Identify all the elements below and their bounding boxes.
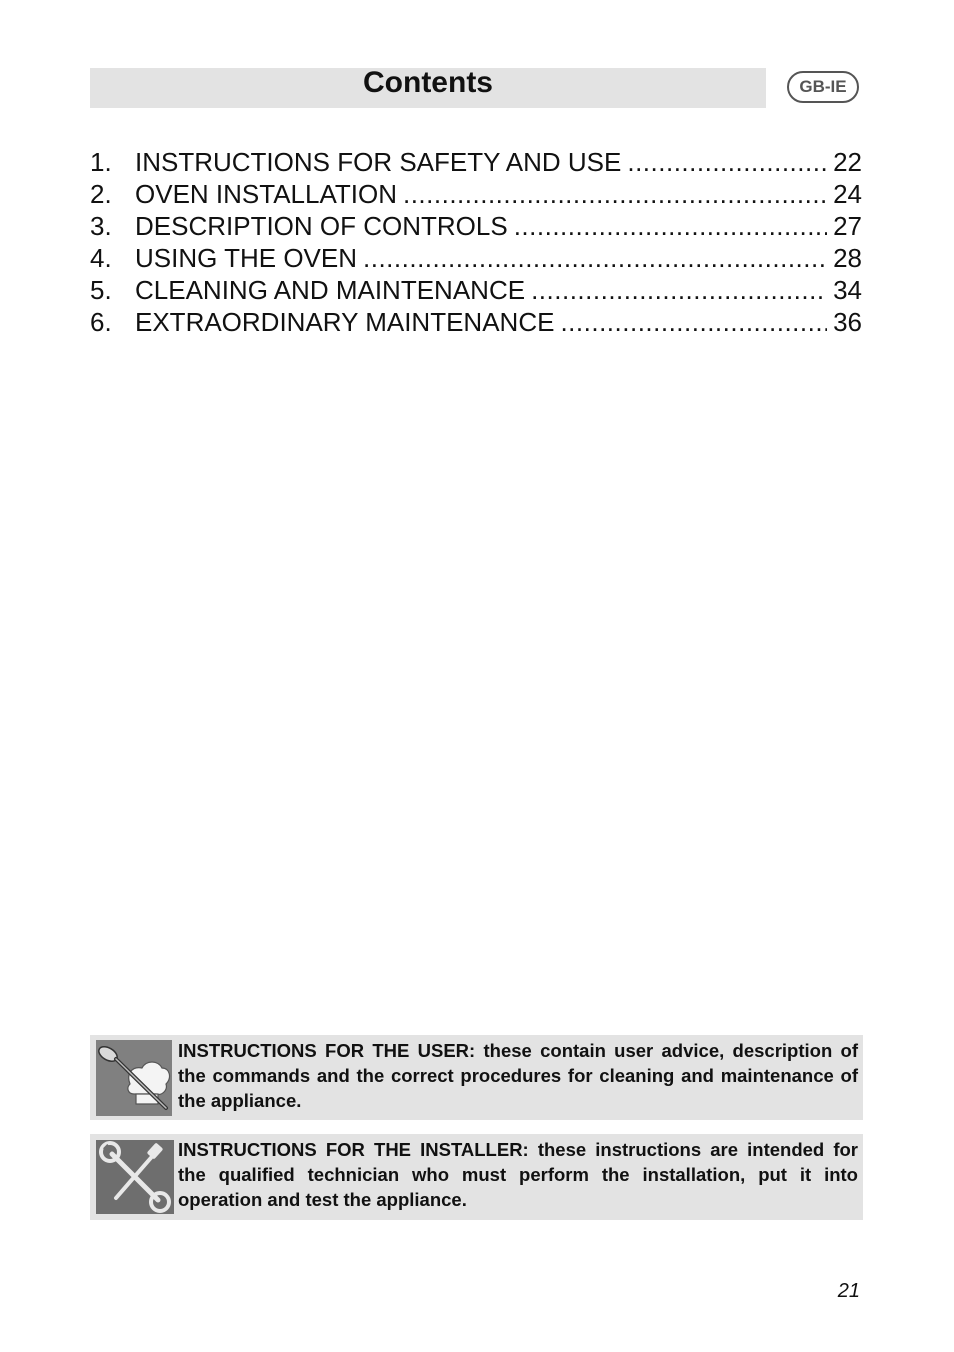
- toc-page: 36: [833, 307, 862, 337]
- toc-page: 22: [833, 147, 862, 177]
- installer-instructions-box: [90, 1134, 863, 1220]
- toc-row[interactable]: [90, 178, 862, 210]
- language-badge: GB-IE: [787, 71, 859, 103]
- toc-page: 24: [833, 179, 862, 209]
- toc-number: 3.: [90, 211, 112, 241]
- installer-instructions-text: INSTRUCTIONS FOR THE INSTALLER: these instructions are intended for the qualified technician who must perform the installation, put it into operation and test the appliance.: [178, 1139, 858, 1210]
- toc-number: 4.: [90, 243, 112, 273]
- toc-leader-dots: [531, 274, 827, 306]
- toc-page: 34: [833, 275, 862, 305]
- toc-label: USING THE OVEN: [135, 243, 358, 273]
- toc-leader-dots: [363, 242, 827, 274]
- user-instructions-text: INSTRUCTIONS FOR THE USER: these contain user advice, description of the commands and the correct procedures for cleaning and maintenance of the appliance.: [178, 1040, 858, 1111]
- chef-hat-spoon-icon: [96, 1040, 172, 1116]
- toc-leader-dots: [514, 210, 827, 242]
- toc-label: CLEANING AND MAINTENANCE: [135, 275, 526, 305]
- toc-row[interactable]: [90, 306, 862, 338]
- toc-number: 2.: [90, 179, 112, 209]
- toc-leader-dots: [403, 178, 827, 210]
- toc-row[interactable]: [90, 274, 862, 306]
- toc-leader-dots: [560, 306, 827, 338]
- toc-page: 28: [833, 243, 862, 273]
- user-instructions-box: [90, 1035, 863, 1120]
- toc-page: 27: [833, 211, 862, 241]
- toc-row[interactable]: [90, 242, 862, 274]
- toc-number: 1.: [90, 147, 112, 177]
- toc-number: 6.: [90, 307, 112, 337]
- toc-leader-dots: [627, 146, 827, 178]
- toc-row[interactable]: [90, 146, 862, 178]
- wrench-screwdriver-icon: [96, 1140, 174, 1214]
- page-number: 21: [837, 1280, 860, 1302]
- toc-label: EXTRAORDINARY MAINTENANCE: [135, 307, 555, 337]
- toc-label: INSTRUCTIONS FOR SAFETY AND USE: [135, 147, 622, 177]
- toc-label: DESCRIPTION OF CONTROLS: [135, 211, 508, 241]
- toc-number: 5.: [90, 275, 112, 305]
- toc-row[interactable]: [90, 210, 862, 242]
- table-of-contents: [90, 146, 862, 338]
- page-title: Contents: [363, 66, 493, 99]
- title-bar: [90, 68, 766, 108]
- toc-label: OVEN INSTALLATION: [135, 179, 397, 209]
